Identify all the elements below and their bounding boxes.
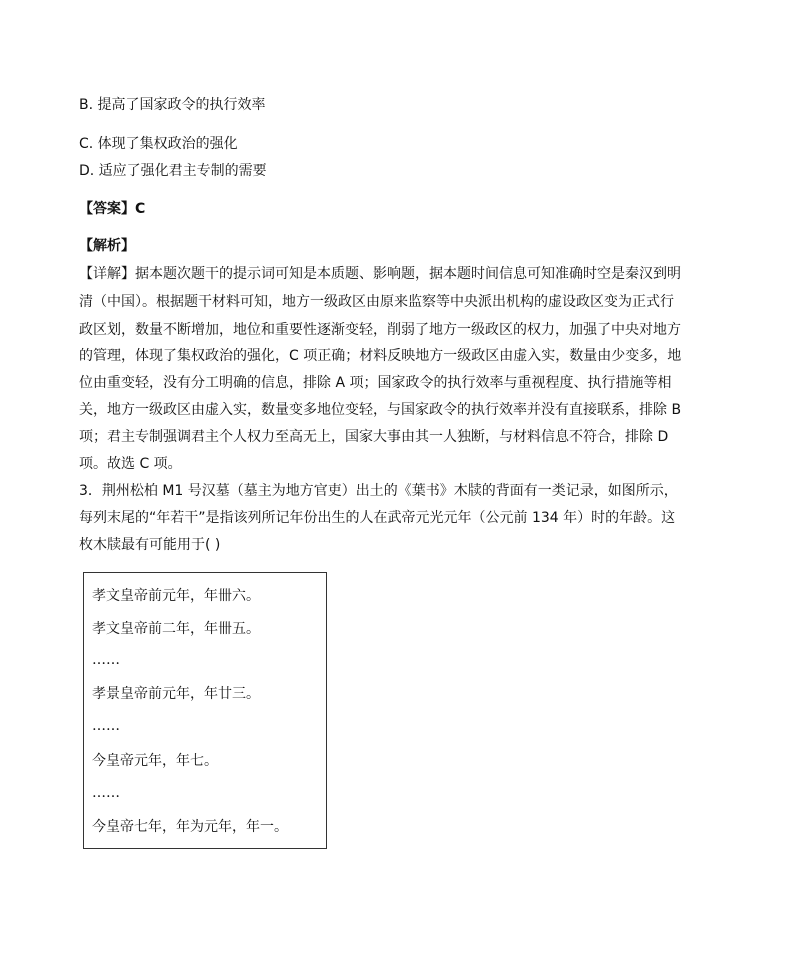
- tablet-ellipsis: ……: [92, 652, 120, 668]
- tablet-line: 今皇帝七年，年为元年，年一。: [92, 819, 288, 835]
- option-d: D. 适应了强化君主专制的需要: [79, 163, 267, 179]
- option-c: C. 体现了集权政治的强化: [79, 136, 238, 152]
- tablet-line: 孝文皇帝前二年，年卌五。: [92, 621, 260, 637]
- tablet-ellipsis: ……: [92, 785, 120, 801]
- analysis-line: 清（中国）。根据题干材料可知，地方一级政区由原来监察等中央派出机构的虚设政区变为正式行: [79, 294, 674, 310]
- analysis-line: 项；君主专制强调君主个人权力至高无上，国家大事由其一人独断，与材料信息不符合，排除 D: [79, 429, 669, 445]
- tablet-line: 孝文皇帝前元年，年卌六。: [92, 588, 260, 604]
- analysis-heading: 【解析】: [79, 238, 135, 254]
- tablet-line: 今皇帝元年，年七。: [92, 753, 218, 769]
- wooden-tablet-figure: [83, 572, 327, 849]
- question-3-line: 枚木牍最有可能用于( ): [79, 537, 221, 553]
- analysis-line: 【详解】据本题次题干的提示词可知是本质题、影响题，据本题时间信息可知准确时空是秦汉到明: [79, 266, 681, 282]
- analysis-line: 位由重变轻，没有分工明确的信息，排除 A 项；国家政令的执行效率与重视程度、执行措施等相: [79, 375, 672, 391]
- option-b: B. 提高了国家政令的执行效率: [79, 97, 266, 113]
- tablet-ellipsis: ……: [92, 718, 120, 734]
- analysis-line: 的管理，体现了集权政治的强化，C 项正确；材料反映地方一级政区由虚入实，数量由少变多，地: [79, 348, 682, 364]
- tablet-line: 孝景皇帝前元年，年廿三。: [92, 686, 260, 702]
- question-3-line: 每列末尾的“年若干”是指该列所记年份出生的人在武帝元光元年（公元前 134 年）时的年龄。这: [79, 510, 676, 526]
- answer-label: 【答案】C: [79, 201, 146, 217]
- analysis-line: 政区划，数量不断增加，地位和重要性逐渐变轻，削弱了地方一级政区的权力，加强了中央对地方: [79, 322, 681, 338]
- question-3-line: 3．荆州松柏 M1 号汉墓（墓主为地方官吏）出土的《葉书》木牍的背面有一类记录，如图所示，: [79, 483, 678, 499]
- analysis-line: 项。故选 C 项。: [79, 456, 182, 472]
- analysis-line: 关，地方一级政区由虚入实，数量变多地位变轻，与国家政令的执行效率并没有直接联系，排除 B: [79, 402, 682, 418]
